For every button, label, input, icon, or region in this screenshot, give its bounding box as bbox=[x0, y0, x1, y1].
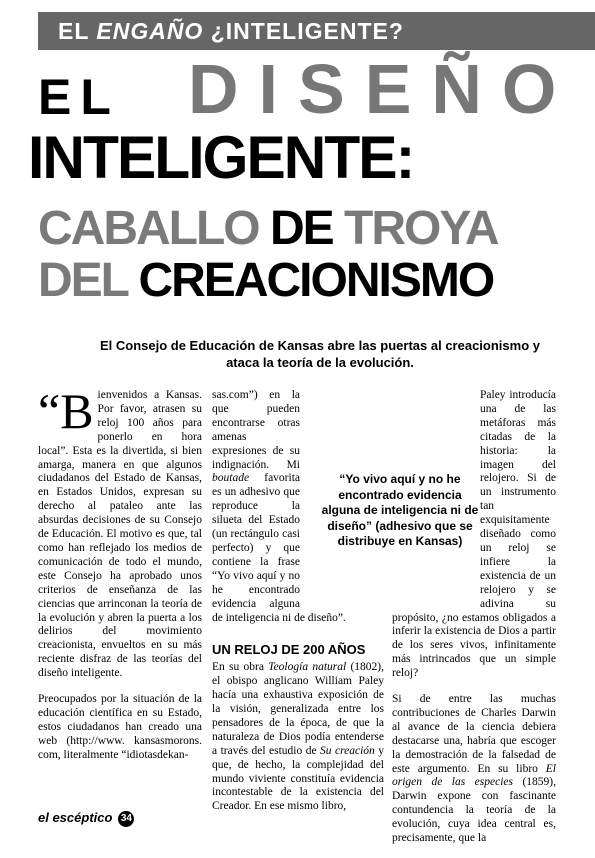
column2-paragraph-1: sas.com”) en la que pueden encontrarse otras amenas expresiones de su indignación. Mi boutade favorita es un adhesivo que reproduce la silueta del Estado (un rectángulo casi perfecto) y que contiene la frase “Yo vivo aquí y no he encontrado evidencia alguna de inteligencia ni de diseño”. bbox=[212, 389, 346, 624]
drop-cap: “B bbox=[38, 383, 94, 439]
pull-quote: “Yo vivo aquí y no he encontrado evidencia alguna de inteligencia ni de diseño” (adhesivo que se distribuye en Kansas) bbox=[321, 472, 479, 548]
title-line-4: DEL CREACIONISMO bbox=[38, 254, 494, 307]
column2-paragraph-2: En su obra Teología natural (1802), el obispo anglicano William Paley hacía una exhaustiva exposición de la visión, generalizada entre los pensadores de la época, de que la naturaleza de Dios podía entenderse a través del estudio de Su creación y que, de hecho, la complejidad del mundo viviente constituía evidencia incontestable de la existencia del Creador. En ese mismo libro, bbox=[212, 661, 385, 813]
title-line-1 bbox=[38, 50, 577, 128]
article-column-1 bbox=[38, 383, 202, 775]
page-number: 34 bbox=[118, 811, 134, 827]
magazine-name: el escéptico bbox=[38, 810, 113, 825]
section-banner: EL ENGAÑO ¿INTELIGENTE? bbox=[38, 12, 595, 50]
article-column-3 bbox=[392, 389, 556, 858]
column3-paragraph-1: Paley introducía una de las metáforas más citadas de la historia: la imagen del relojero. Si de un instrumento tan exquisitamente diseñado como un reloj se infiere la existencia de un relojero y se adivina su propósito, ¿no estamos obligados a inferir la existencia de Dios a partir de los seres vivos, infinitamente más intrincados que un simple reloj? bbox=[392, 389, 556, 680]
article-column-2 bbox=[212, 389, 384, 826]
column1-paragraph-2: Preocupados por la situación de la educación científica en su Estado, estos ciudadanos han creado una web (http://www. kansasmorons. com, literalmente “idiotasdekan- bbox=[38, 693, 202, 761]
column3-paragraph-2: Si de entre las muchas contribuciones de Charles Darwin al avance de la ciencia debiera destacarse una, habría que escoger la demostración de la falsedad de este argumento. En su libro El origen de las especies (1859), Darwin expone con fascinante contundencia la teoría de la evolución, cuya idea central es, precisamente, que la bbox=[392, 693, 556, 845]
page-footer bbox=[38, 810, 134, 827]
section-heading: UN RELOJ DE 200 AÑOS bbox=[212, 642, 366, 658]
title-line-3: CABALLO DE TROYA bbox=[38, 202, 498, 255]
article-subtitle: El Consejo de Educación de Kansas abre las puertas al creacionismo y ataca la teoría de la evolución. bbox=[99, 338, 540, 370]
column1-paragraph-1: ienvenidos a Kansas. Por favor, atrasen su reloj 100 años para ponerlo en hora local”. Esta es la divertida, si bien amarga, manera en que algunos ciudadanos del Estado de Kansas, en Estados Unidos, expresan su derecho al pataleo ante las absurdas decisiones de su Consejo de Educación. El motivo es que, tal como han reflejado los medios de comunicación de todo el mundo, este Consejo ha aprobado unos criterios de enseñanza de las ciencias que arrinconan la teoría de la evolución y abren la puerta a los delirios del movimiento creacionista, envueltos en su más reciente disfraz de las teorías del diseño inteligente. bbox=[38, 389, 202, 680]
title-line-2: INTELIGENTE: bbox=[28, 124, 414, 191]
title-word-diseno: DISEÑO bbox=[188, 50, 577, 128]
title-word-el: EL bbox=[38, 69, 120, 125]
